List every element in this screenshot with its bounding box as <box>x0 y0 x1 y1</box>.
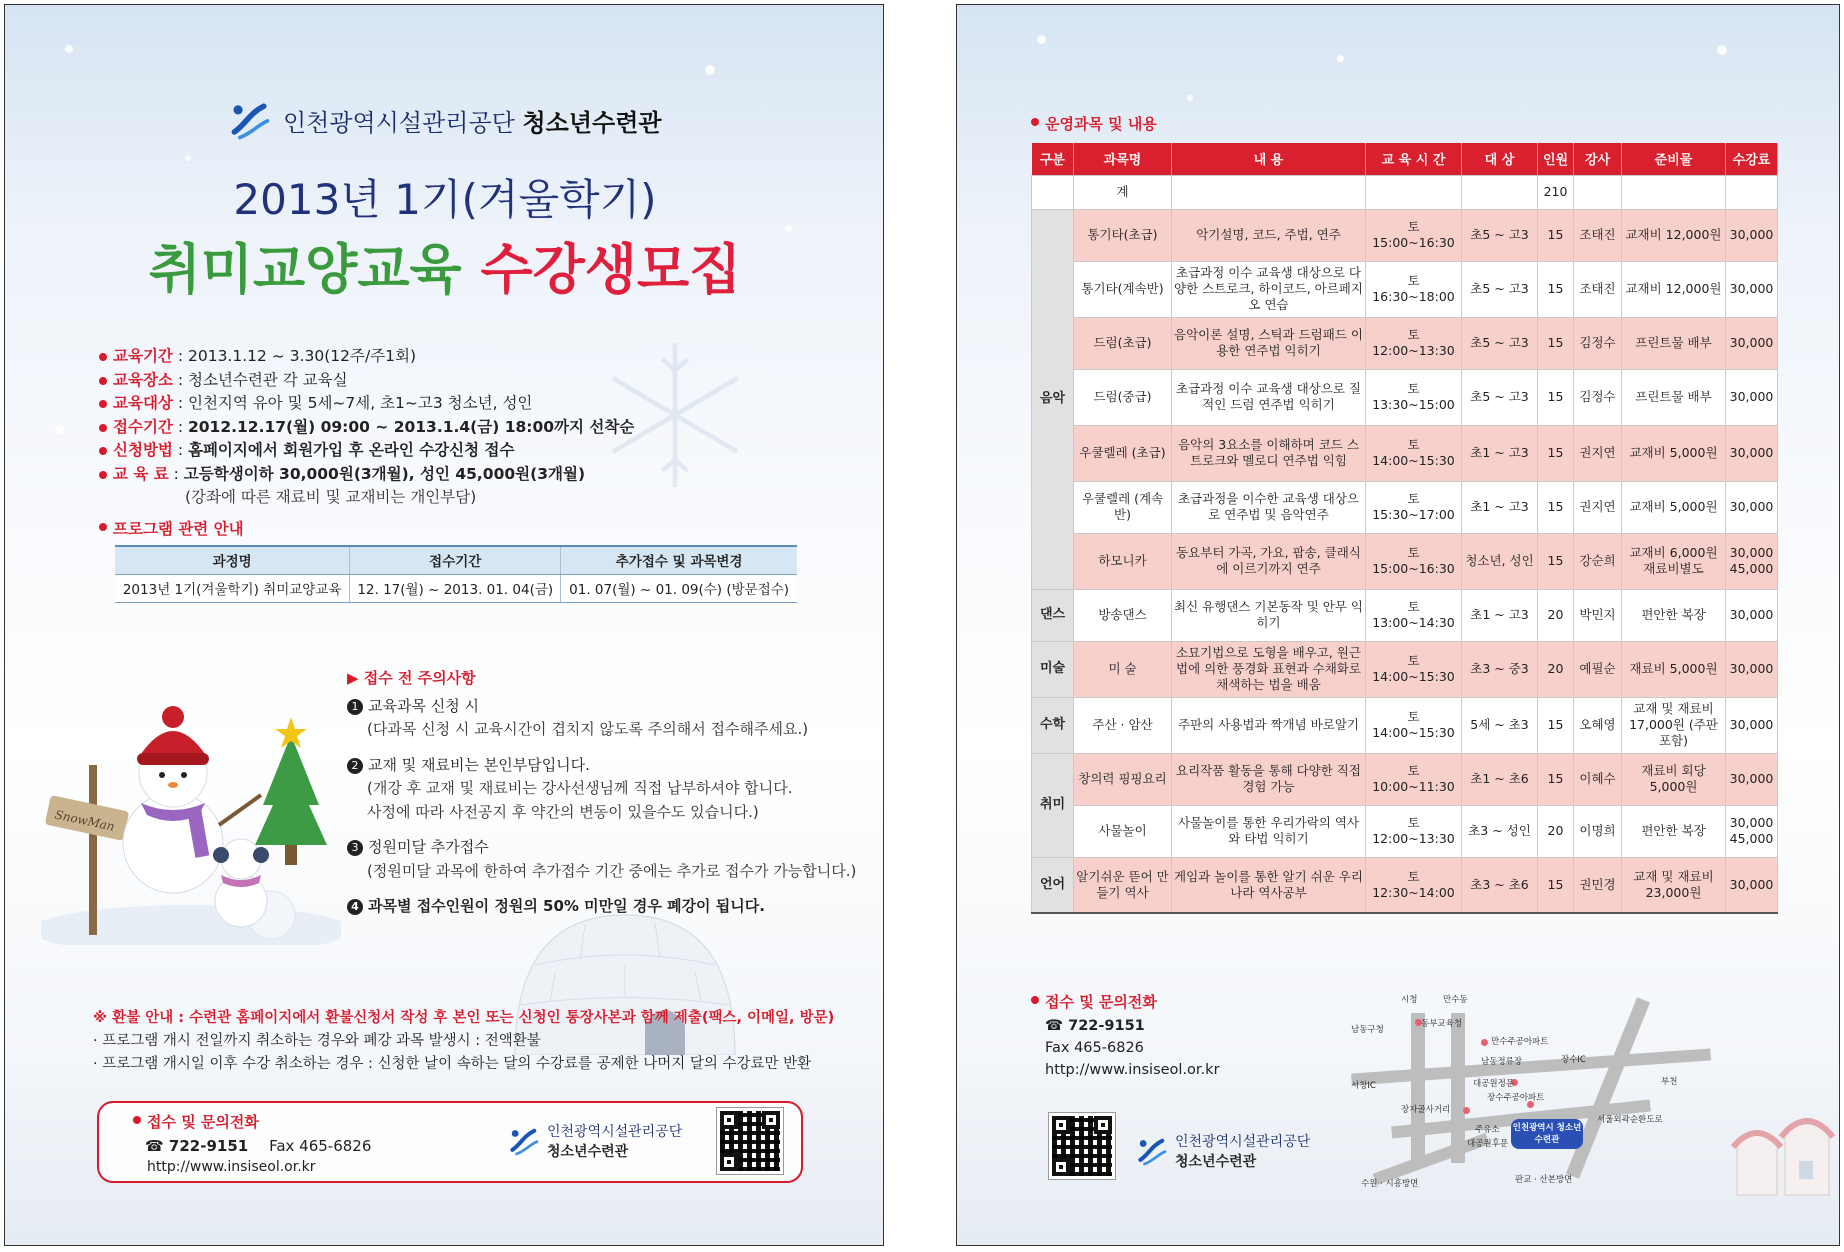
title-red: 수강생모집 <box>480 238 742 301</box>
course-content: 게임과 놀이를 통한 알기 쉬운 우리나라 역사공부 <box>1172 857 1366 913</box>
course-fee: 30,000 45,000 <box>1726 533 1778 589</box>
caution-item-1: 1 교육과목 신청 시 (다과목 신청 시 교육시간이 겹치지 않도록 주의해서 접수해주세요.) <box>347 695 867 742</box>
course-teacher: 조태진 <box>1574 209 1622 261</box>
course-time: 토 12:00~13:30 <box>1366 317 1462 369</box>
course-target: 초1 ~ 고3 <box>1462 589 1538 641</box>
contact-url-right[interactable]: http://www.insiseol.or.kr <box>1045 1062 1220 1078</box>
course-fee: 30,000 <box>1726 857 1778 913</box>
table-row <box>1032 261 1778 317</box>
course-supplies: 프린트물 배부 <box>1622 317 1726 369</box>
course-name: 통기타(계속반) <box>1074 261 1172 317</box>
contact-heading-right: 접수 및 문의전화 <box>1031 991 1157 1012</box>
map-label: 남동정류장 <box>1481 1057 1523 1067</box>
course-content: 사물놀이를 통한 우리가락의 역사와 타법 익히기 <box>1172 805 1366 857</box>
course-category: 음악 <box>1032 209 1074 589</box>
qr-code[interactable] <box>717 1108 783 1174</box>
info-target: 교육대상 : 인천지역 유아 및 5세~7세, 초1~고3 청소년, 성인 <box>99 392 634 416</box>
contact-info-right <box>1031 1015 1220 1081</box>
org-header <box>227 97 662 143</box>
map-label: 부천 <box>1661 1077 1678 1087</box>
map-label: 장수주공아파트 <box>1487 1093 1545 1103</box>
course-name: 하모니카 <box>1074 533 1172 589</box>
info-method: 신청방법 : 홈페이지에서 회원가입 후 온라인 수강신청 접수 <box>99 439 634 463</box>
caution-item-4: 4 과목별 접수인원이 정원의 50% 미만일 경우 폐강이 됩니다. <box>347 895 867 919</box>
course-supplies: 교재비 12,000원 <box>1622 209 1726 261</box>
contact-heading: 접수 및 문의전화 <box>133 1111 259 1132</box>
map-label: 만수동 <box>1443 995 1468 1005</box>
course-time: 토 10:00~11:30 <box>1366 753 1462 805</box>
table-row: 2013년 1기(겨울학기) 취미교양교육 12. 17(월) ~ 2013. 01. 04(금) 01. 07(월) ~ 01. 09(수) (방문접수) <box>115 574 797 602</box>
course-time: 토 14:00~15:30 <box>1366 641 1462 697</box>
table-row-total: 계 210 <box>1032 175 1778 209</box>
refund-line-1: · 프로그램 개시 전일까지 취소하는 경우와 폐강 과목 발생시 : 전액환불 <box>93 1033 541 1049</box>
table-row <box>1032 369 1778 425</box>
course-name: 방송댄스 <box>1074 589 1172 641</box>
org-unit: 청소년수련관 <box>522 108 662 137</box>
map-label: 동부교육청 <box>1421 1019 1463 1029</box>
map-label: 대공원후문 <box>1467 1139 1509 1149</box>
course-time: 토 15:30~17:00 <box>1366 481 1462 533</box>
title-main <box>5 227 884 304</box>
contact-phone-right: ☎ 722-9151 <box>1045 1018 1145 1034</box>
course-content: 소묘기법으로 도형을 배우고, 원근법에 의한 풍경화 표현과 수채화로 채색하는 법을 배움 <box>1172 641 1366 697</box>
info-list <box>99 345 634 510</box>
course-fee: 30,000 <box>1726 369 1778 425</box>
map-label: 장자골사거리 <box>1401 1105 1451 1115</box>
course-teacher: 이명희 <box>1574 805 1622 857</box>
course-teacher: 오혜영 <box>1574 697 1622 753</box>
course-target: 초5 ~ 고3 <box>1462 369 1538 425</box>
program-col-period: 접수기간 <box>350 546 561 574</box>
course-fee: 30,000 <box>1726 317 1778 369</box>
course-teacher: 김정수 <box>1574 317 1622 369</box>
course-target: 초3 ~ 초6 <box>1462 857 1538 913</box>
contact-phone: ☎ 722-9151 Fax 465-6826 <box>145 1137 372 1155</box>
course-target: 초1 ~ 고3 <box>1462 425 1538 481</box>
map-label: 주유소 <box>1475 1125 1500 1135</box>
course-teacher: 예필순 <box>1574 641 1622 697</box>
courses-heading: 운영과목 및 내용 <box>1031 113 1157 134</box>
caution-heading: ▶ 접수 전 주의사항 <box>347 669 476 687</box>
caution-item-2: 2 교재 및 재료비는 본인부담입니다. (개강 후 교재 및 재료비는 강사선생님께 직접 납부하셔야 합니다. 사정에 따라 사전공지 후 약간의 변동이 있을수도 있습니다.) <box>347 754 867 825</box>
contact-url[interactable]: http://www.insiseol.or.kr <box>147 1159 316 1175</box>
course-time: 토 15:00~16:30 <box>1366 533 1462 589</box>
refund-line-2: · 프로그램 개시일 이후 수강 취소하는 경우 : 신청한 날이 속하는 달의 수강료를 공제한 나머지 달의 수강료만 반환 <box>93 1056 812 1072</box>
org-logo-icon <box>507 1124 541 1158</box>
program-col-extra: 추가접수 및 과목변경 <box>561 546 797 574</box>
course-supplies: 교재 및 재료비 23,000원 <box>1622 857 1726 913</box>
course-target: 초1 ~ 초6 <box>1462 753 1538 805</box>
course-capacity: 15 <box>1538 857 1574 913</box>
course-table <box>1031 143 1778 914</box>
course-fee: 30,000 <box>1726 481 1778 533</box>
course-category: 언어 <box>1032 857 1074 913</box>
course-capacity: 15 <box>1538 697 1574 753</box>
course-fee: 30,000 <box>1726 753 1778 805</box>
course-teacher: 조태진 <box>1574 261 1622 317</box>
contact-box <box>97 1101 803 1183</box>
map-label: 서창IC <box>1351 1081 1376 1091</box>
info-place: 교육장소 : 청소년수련관 각 교육실 <box>99 369 634 393</box>
course-supplies: 교재비 6,000원 재료비별도 <box>1622 533 1726 589</box>
course-time: 토 12:00~13:30 <box>1366 805 1462 857</box>
course-capacity: 15 <box>1538 425 1574 481</box>
course-capacity: 20 <box>1538 805 1574 857</box>
course-time: 토 12:30~14:00 <box>1366 857 1462 913</box>
course-content: 초급과정 이수 교육생 대상으로 질적인 드럼 연주법 익히기 <box>1172 369 1366 425</box>
table-row <box>1032 481 1778 533</box>
table-row <box>1032 589 1778 641</box>
map-label: 장수IC <box>1561 1055 1586 1065</box>
course-capacity: 15 <box>1538 481 1574 533</box>
info-note: (강좌에 따른 재료비 및 교재비는 개인부담) <box>185 488 477 506</box>
course-target: 청소년, 성인 <box>1462 533 1538 589</box>
course-fee: 30,000 <box>1726 589 1778 641</box>
course-fee: 30,000 <box>1726 697 1778 753</box>
org-logo-icon <box>227 97 273 143</box>
program-table <box>115 545 797 603</box>
caution-item-3: 3 정원미달 추가접수 (정원미달 과목에 한하여 추가접수 기간 중에는 추가로 접수가 가능합니다.) <box>347 836 867 883</box>
course-capacity: 15 <box>1538 369 1574 425</box>
course-category: 댄스 <box>1032 589 1074 641</box>
course-name: 미 술 <box>1074 641 1172 697</box>
program-heading: 프로그램 관련 안내 <box>99 517 244 539</box>
course-supplies: 교재 및 재료비 17,000원 (주판포함) <box>1622 697 1726 753</box>
course-capacity: 15 <box>1538 753 1574 805</box>
course-capacity: 15 <box>1538 533 1574 589</box>
table-row <box>1032 857 1778 913</box>
map-center-label: 인천광역시 청소년수련관 <box>1511 1119 1583 1149</box>
course-capacity: 15 <box>1538 261 1574 317</box>
course-name: 창의력 핑핑요리 <box>1074 753 1172 805</box>
course-time: 토 15:00~16:30 <box>1366 209 1462 261</box>
course-supplies: 교재비 5,000원 <box>1622 425 1726 481</box>
right-page <box>956 4 1840 1246</box>
table-row <box>1032 805 1778 857</box>
org-name: 인천광역시설관리공단 <box>283 108 515 137</box>
course-time: 토 13:00~14:30 <box>1366 589 1462 641</box>
table-row <box>1032 641 1778 697</box>
course-content: 동요부터 가곡, 가요, 팝송, 클래식에 이르기까지 연주 <box>1172 533 1366 589</box>
map-label: 만수주공아파트 <box>1491 1037 1549 1047</box>
course-table-header: 구분 과목명 내 용 교 육 시 간 대 상 인원 강사 준비물 수강료 <box>1032 143 1778 175</box>
course-category: 수학 <box>1032 697 1074 753</box>
course-supplies: 편안한 복장 <box>1622 805 1726 857</box>
course-capacity: 15 <box>1538 209 1574 261</box>
course-teacher: 권민경 <box>1574 857 1622 913</box>
map-label: 시청 <box>1401 995 1418 1005</box>
course-supplies: 재료비 5,000원 <box>1622 641 1726 697</box>
course-supplies: 교재비 12,000원 <box>1622 261 1726 317</box>
course-fee: 30,000 45,000 <box>1726 805 1778 857</box>
course-teacher: 권지연 <box>1574 481 1622 533</box>
course-target: 초1 ~ 고3 <box>1462 481 1538 533</box>
map-label: 수원 · 시흥방면 <box>1361 1179 1419 1189</box>
footer-org: 인천광역시설관리공단 청소년수련관 <box>507 1121 682 1161</box>
course-target: 초3 ~ 성인 <box>1462 805 1538 857</box>
table-row <box>1032 209 1778 261</box>
course-name: 드럼(중급) <box>1074 369 1172 425</box>
course-capacity: 20 <box>1538 589 1574 641</box>
course-name: 우쿨렐레 (초급) <box>1074 425 1172 481</box>
houses-decoration <box>1727 1095 1837 1205</box>
location-map <box>1351 983 1711 1193</box>
refund-heading: ※ 환불 안내 : 수련관 홈페이지에서 환불신청서 작성 후 본인 또는 신청인 통장사본과 함께 제출(팩스, 이메일, 방문) <box>93 1010 835 1026</box>
course-content: 초급과정 이수 교육생 대상으로 다양한 스트로크, 하이코드, 아르페지오 연습 <box>1172 261 1366 317</box>
course-content: 초급과정을 이수한 교육생 대상으로 연주법 및 음악연주 <box>1172 481 1366 533</box>
course-time: 토 13:30~15:00 <box>1366 369 1462 425</box>
qr-code-right[interactable] <box>1049 1113 1115 1179</box>
table-row <box>1032 697 1778 753</box>
course-fee: 30,000 <box>1726 641 1778 697</box>
course-teacher: 이혜수 <box>1574 753 1622 805</box>
course-category: 취미 <box>1032 753 1074 857</box>
course-fee: 30,000 <box>1726 209 1778 261</box>
course-capacity: 20 <box>1538 641 1574 697</box>
info-fee: 교 육 료 : 고등학생이하 30,000원(3개월), 성인 45,000원(3개월) <box>99 463 634 487</box>
course-time: 토 16:30~18:00 <box>1366 261 1462 317</box>
footer-org-right: 인천광역시설관리공단 청소년수련관 <box>1135 1131 1310 1171</box>
course-name: 알기쉬운 뜯어 만들기 역사 <box>1074 857 1172 913</box>
map-label: 대공원정문 <box>1473 1079 1515 1089</box>
course-teacher: 김정수 <box>1574 369 1622 425</box>
course-target: 초3 ~ 중3 <box>1462 641 1538 697</box>
course-fee: 30,000 <box>1726 425 1778 481</box>
course-name: 사물놀이 <box>1074 805 1172 857</box>
program-col-name: 과정명 <box>115 546 350 574</box>
course-name: 주산 · 암산 <box>1074 697 1172 753</box>
table-row <box>1032 425 1778 481</box>
map-label: 서울외곽순환도로 <box>1597 1115 1663 1125</box>
course-content: 음악이론 설명, 스틱과 드럼패드 이용한 연주법 익히기 <box>1172 317 1366 369</box>
table-row <box>1032 753 1778 805</box>
table-row <box>1032 533 1778 589</box>
course-time: 토 14:00~15:30 <box>1366 425 1462 481</box>
course-content: 음악의 3요소를 이해하며 코드 스트로크와 멜로디 연주법 익힘 <box>1172 425 1366 481</box>
table-row <box>1032 317 1778 369</box>
course-time: 토 14:00~15:30 <box>1366 697 1462 753</box>
caution-section <box>347 667 867 931</box>
course-supplies: 교재비 5,000원 <box>1622 481 1726 533</box>
info-registration: 접수기간 : 2012.12.17(월) 09:00 ~ 2013.1.4(금) 18:00까지 선착순 <box>99 416 634 440</box>
course-content: 악기설명, 코드, 주법, 연주 <box>1172 209 1366 261</box>
course-supplies: 재료비 회당 5,000원 <box>1622 753 1726 805</box>
title-term: 2013년 1기(겨울학기) <box>233 175 657 224</box>
course-teacher: 강순희 <box>1574 533 1622 589</box>
course-target: 5세 ~ 초3 <box>1462 697 1538 753</box>
course-content: 최신 유행댄스 기본동작 및 안무 익히기 <box>1172 589 1366 641</box>
title-green: 취미교양교육 <box>148 238 462 301</box>
course-target: 초5 ~ 고3 <box>1462 317 1538 369</box>
snowman-sign-text: SnowMan <box>53 807 116 834</box>
map-label: 남동구청 <box>1351 1025 1384 1035</box>
course-fee: 30,000 <box>1726 261 1778 317</box>
snowman-illustration <box>41 695 341 945</box>
refund-notice <box>93 1007 834 1076</box>
left-page <box>4 4 884 1246</box>
course-name: 드럼(초급) <box>1074 317 1172 369</box>
course-supplies: 프린트물 배부 <box>1622 369 1726 425</box>
contact-fax-right: Fax 465-6826 <box>1045 1040 1144 1056</box>
course-teacher: 권지연 <box>1574 425 1622 481</box>
course-target: 초5 ~ 고3 <box>1462 209 1538 261</box>
course-content: 요리작품 활동을 통해 다양한 직접경험 가능 <box>1172 753 1366 805</box>
course-capacity: 15 <box>1538 317 1574 369</box>
course-name: 통기타(초급) <box>1074 209 1172 261</box>
course-name: 우쿨렐레 (계속반) <box>1074 481 1172 533</box>
org-logo-icon <box>1135 1134 1169 1168</box>
course-category: 미술 <box>1032 641 1074 697</box>
course-target: 초5 ~ 고3 <box>1462 261 1538 317</box>
course-content: 주판의 사용법과 짝개념 바로알기 <box>1172 697 1366 753</box>
map-label: 판교 · 산본방면 <box>1515 1175 1573 1185</box>
course-teacher: 박민지 <box>1574 589 1622 641</box>
info-period: 교육기간 : 2013.1.12 ~ 3.30(12주/주1회) <box>99 345 634 369</box>
course-supplies: 편안한 복장 <box>1622 589 1726 641</box>
